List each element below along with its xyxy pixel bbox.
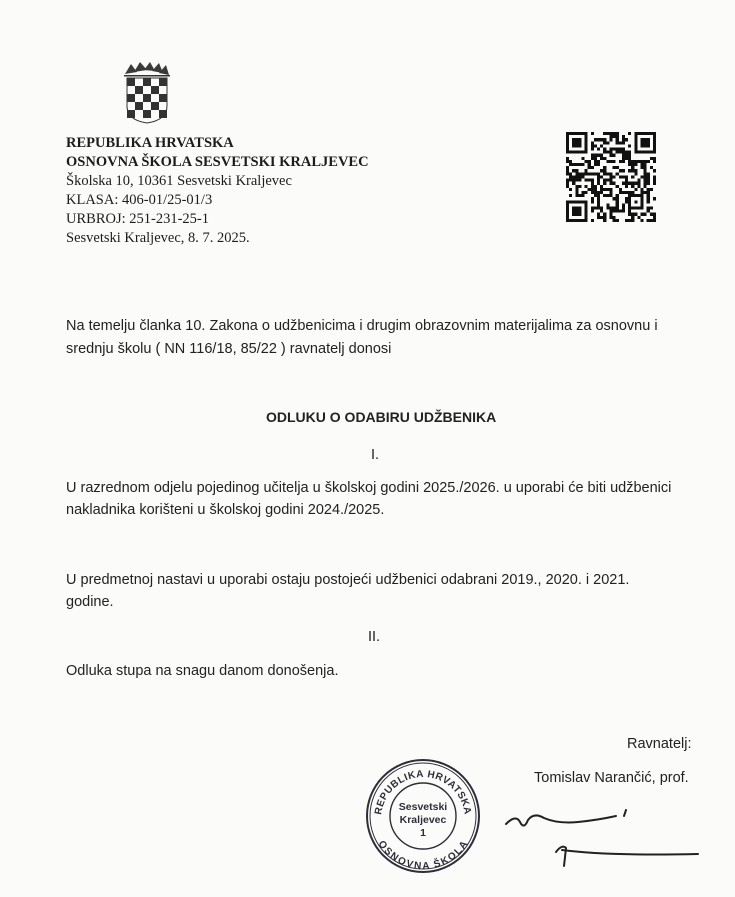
stamp-center-line-1: Sesvetski	[398, 801, 448, 813]
section-2-text: Odluka stupa na snagu danom donošenja.	[66, 663, 339, 679]
intro-line-2: srednju školu ( NN 116/18, 85/22 ) ravnatelj donosi	[66, 341, 392, 357]
header-school: OSNOVNA ŠKOLA SESVETSKI KRALJEVEC	[66, 154, 369, 170]
official-seal-icon	[364, 757, 482, 875]
header-klasa: KLASA: 406-01/25-01/3	[66, 192, 213, 208]
signature-name: Tomislav Narančić, prof.	[534, 770, 689, 786]
section-1-p2-line-2: godine.	[66, 594, 114, 610]
coat-of-arms-icon	[122, 62, 172, 124]
svg-text:OSNOVNA ŠKOLA	[376, 839, 471, 872]
stamp-center-line-2: Kraljevec	[399, 814, 447, 826]
handwritten-signature-icon	[498, 800, 708, 872]
header-urbroj: URBROJ: 251-231-25-1	[66, 211, 209, 227]
section-1-p1-line-2: nakladnika korišteni u školskoj godini 2024./2025.	[66, 502, 385, 518]
document-title: ODLUKU O ODABIRU UDŽBENIKA	[266, 409, 497, 425]
stamp-top-arc: REPUBLIKA HRVATSKA	[373, 768, 473, 816]
header-address: Školska 10, 10361 Sesvetski Kraljevec	[66, 173, 292, 189]
section-1-numeral: I.	[371, 447, 380, 463]
header-country: REPUBLIKA HRVATSKA	[66, 135, 234, 151]
section-1-p2-line-1: U predmetnoj nastavi u uporabi ostaju postojeći udžbenici odabrani 2019., 2020. i 2021.	[66, 572, 630, 588]
intro-line-1: Na temelju članka 10. Zakona o udžbenicima i drugim obrazovnim materijalima za osnovnu i	[66, 318, 658, 334]
section-1-p1-line-1: U razrednom odjelu pojedinog učitelja u školskoj godini 2025./2026. u uporabi će biti udžbenici	[66, 480, 672, 496]
signature-role: Ravnatelj:	[627, 736, 692, 752]
section-2-numeral: II.	[368, 629, 381, 645]
qr-code-icon	[566, 132, 656, 222]
header-place-date: Sesvetski Kraljevec, 8. 7. 2025.	[66, 230, 250, 246]
stamp-center-line-3: 1	[420, 827, 426, 839]
stamp-bottom-arc: OSNOVNA ŠKOLA	[375, 838, 471, 873]
